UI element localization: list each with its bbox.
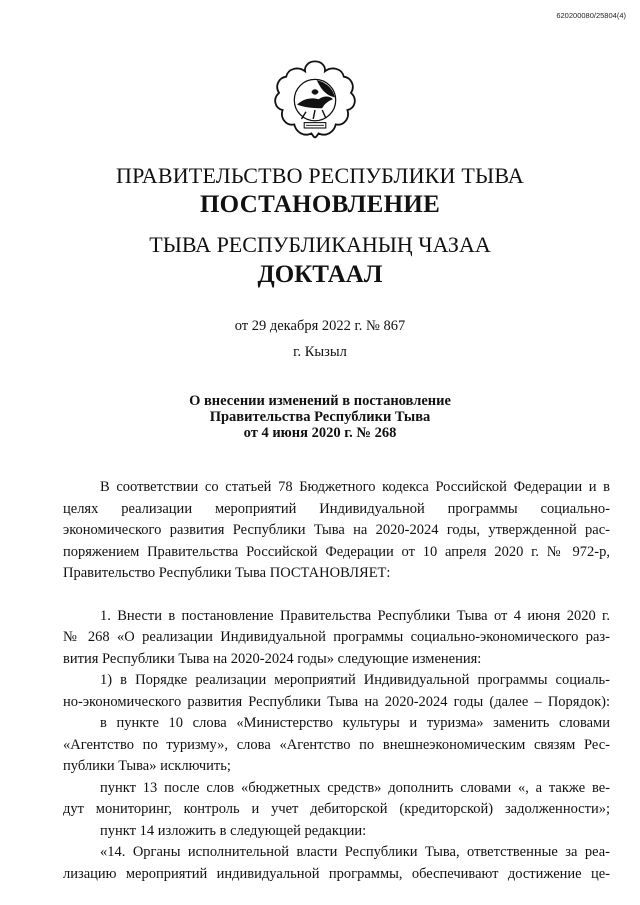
subject-line: от 4 июня 2020 г. № 268 (243, 425, 397, 441)
decree-body (63, 477, 610, 885)
decree-title-ru: ПОСТАНОВЛЕНИЕ (199, 191, 441, 218)
subject-line: О внесении изменений в постановление (189, 393, 451, 409)
body-line: пункт 13 после слов «бюджетных средств» дополнить словами «, а также ве- (100, 779, 610, 796)
decree-subject (0, 393, 640, 441)
body-line: целях реализации мероприятий Индивидуальной программы социально- (63, 500, 610, 517)
body-line: «Агентство по туризму», слова «Агентство по внешнеэкономическим связям Рес- (63, 736, 610, 753)
decree-title-tv: ДОКТААЛ (257, 261, 383, 288)
tuva-emblem-icon (270, 56, 360, 146)
subject-line: Правительства Республики Тыва (209, 409, 431, 425)
body-line: «14. Органы исполнительной власти Республики Тыва, ответственные за реа- (100, 844, 610, 860)
body-line: экономического развития Республики Тыва на 2020-2024 годы, утвержденной рас- (63, 522, 610, 538)
body-line: публики Тыва» исключить; (63, 758, 231, 774)
document-id: 620200080/25804(4) (556, 11, 626, 20)
body-line: в пункте 10 слова «Министерство культуры и туризма» заменить словами (100, 715, 610, 731)
body-line: поряжением Правительства Российской Федерации от 10 апреля 2020 г. № 972-р, (63, 543, 610, 560)
decree-city: г. Кызыл (293, 344, 347, 360)
body-line: № 268 «О реализации Индивидуальной программы социально-экономического раз- (63, 629, 610, 645)
body-line: 1) в Порядке реализации мероприятий Индивидуальной программы социаль- (100, 672, 610, 688)
body-line: дут мониторинг, контроль и учет дебиторской (кредиторской) задолженности»; (63, 801, 610, 817)
body-line: но-экономического развития Республики Тыва на 2020-2024 годы (далее – Порядок): (63, 693, 610, 710)
government-title-tv: ТЫВА РЕСПУБЛИКАНЫҢ ЧАЗАА (149, 232, 491, 257)
body-line: 1. Внести в постановление Правительства Республики Тыва от 4 июня 2020 г. (100, 607, 610, 624)
body-line: вития Республики Тыва на 2020-2024 годы» следующие изменения: (63, 650, 482, 667)
body-line: В соответствии со статьей 78 Бюджетного кодекса Российской Федерации и в (100, 479, 610, 495)
body-line: лизацию мероприятий индивидуальной программы, обеспечивают достижение це- (63, 865, 610, 882)
body-line: Правительство Республики Тыва ПОСТАНОВЛЯЕТ: (63, 565, 391, 581)
government-title-ru: ПРАВИТЕЛЬСТВО РЕСПУБЛИКИ ТЫВА (116, 163, 524, 188)
decree-date-number: от 29 декабря 2022 г. № 867 (234, 318, 406, 334)
body-line: пункт 14 изложить в следующей редакции: (100, 822, 367, 839)
